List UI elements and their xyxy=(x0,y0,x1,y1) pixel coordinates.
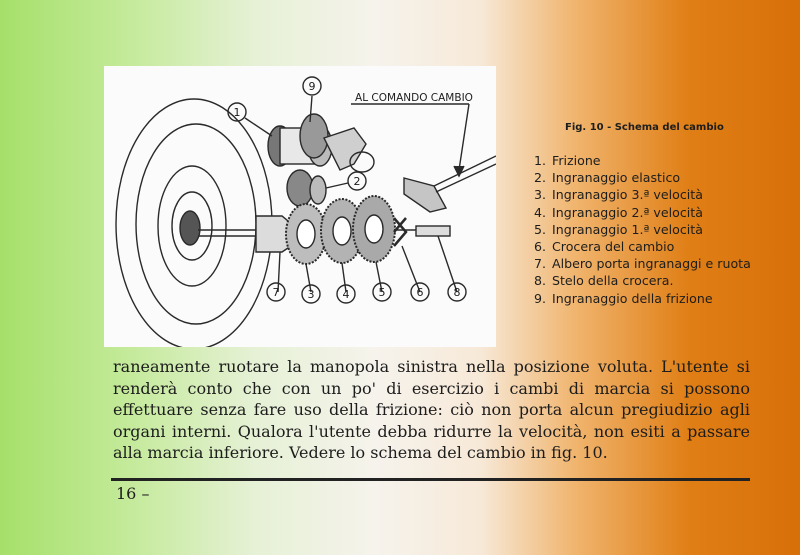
callout-label: AL COMANDO CAMBIO xyxy=(355,92,473,104)
legend-text: Ingranaggio 3.ª velocità xyxy=(552,187,703,203)
body-paragraph: raneamente ruotare la manopola sinistra nella posizione voluta. L'utente si renderà conto che con un po' di esercizio i cambi di marcia si possono effettuare senza fare uso della frizione: ciò non porta alcun pregiudizio agli organi interni. Qualora l'utente debba ridurre la velocità, non esiti a passare alla marcia inferiore. Vedere lo schema del cambio in fig. 10. xyxy=(113,357,750,462)
marker-2: 2 xyxy=(353,175,361,188)
legend-number: 3. xyxy=(534,187,547,203)
legend-list xyxy=(534,152,762,307)
marker-1: 1 xyxy=(233,106,241,119)
page-number: 16 – xyxy=(116,484,150,503)
figure-caption: Fig. 10 - Schema del cambio xyxy=(565,122,724,133)
marker-8: 8 xyxy=(453,286,461,299)
legend-text: Ingranaggio della frizione xyxy=(552,290,713,306)
marker-3: 3 xyxy=(307,288,315,301)
legend-item xyxy=(534,221,762,238)
legend-number: 9. xyxy=(534,290,547,306)
marker-5: 5 xyxy=(378,286,386,299)
legend-item xyxy=(534,186,762,203)
marker-4: 4 xyxy=(342,288,350,301)
legend-item xyxy=(534,255,762,272)
marker-6: 6 xyxy=(416,286,424,299)
legend-text: Frizione xyxy=(552,153,601,168)
legend-item xyxy=(534,204,762,221)
legend-text: Ingranaggio elastico xyxy=(552,170,681,186)
legend-item xyxy=(534,238,762,255)
legend-text: Ingranaggio 1.ª velocità xyxy=(552,221,703,237)
legend-text: Ingranaggio 2.ª velocità xyxy=(552,204,703,220)
legend-number: 2. xyxy=(534,170,547,186)
legend-number: 1. xyxy=(534,153,547,168)
legend-number: 6. xyxy=(534,239,547,255)
legend-text: Albero porta ingranaggi e ruota xyxy=(552,256,751,272)
footer-rule xyxy=(111,478,750,481)
legend-item xyxy=(534,272,762,289)
legend-text: Crocera del cambio xyxy=(552,239,675,255)
legend-number: 4. xyxy=(534,204,547,220)
legend-number: 7. xyxy=(534,256,547,272)
legend-item xyxy=(534,152,762,169)
legend-text: Stelo della crocera. xyxy=(552,273,674,289)
marker-9: 9 xyxy=(308,80,316,93)
legend-item xyxy=(534,290,762,307)
gearbox-diagram xyxy=(104,66,496,347)
legend-item xyxy=(534,169,762,186)
marker-7: 7 xyxy=(272,286,280,299)
legend-number: 5. xyxy=(534,221,547,237)
legend-number: 8. xyxy=(534,273,547,289)
